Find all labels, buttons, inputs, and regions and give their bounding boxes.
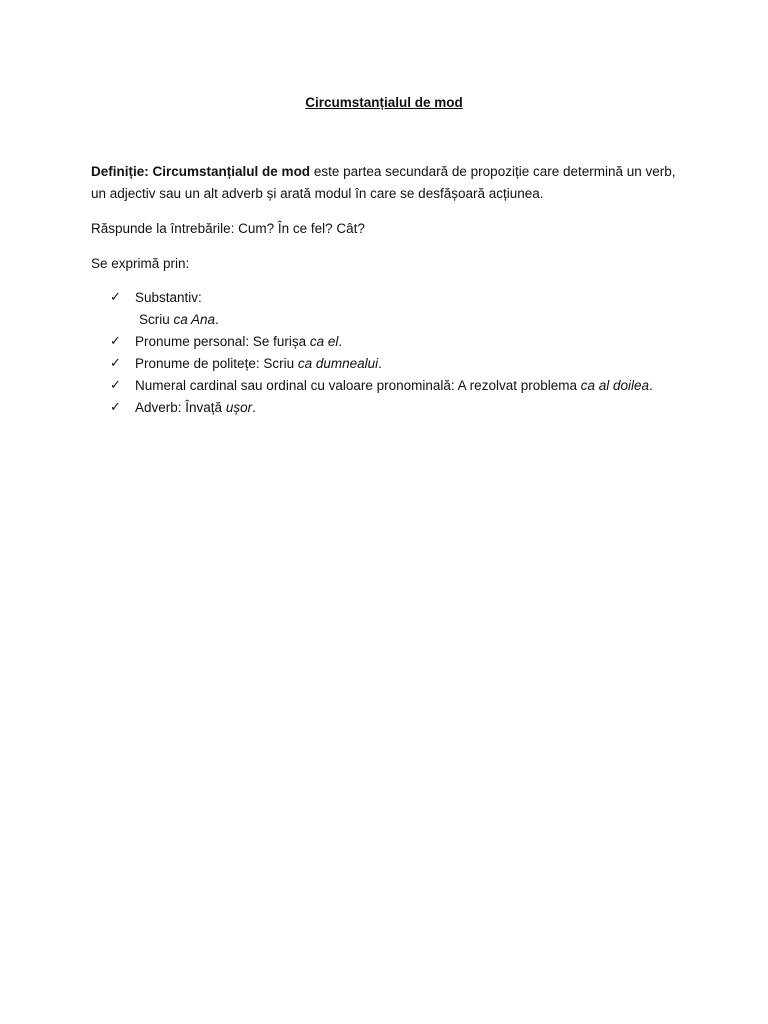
- expressed-by-paragraph: Se exprimă prin:: [91, 256, 190, 271]
- example-end: .: [215, 312, 219, 327]
- example-italic: ca el: [309, 334, 339, 349]
- example-end: .: [378, 356, 382, 371]
- list-item: [110, 397, 710, 419]
- questions-paragraph: Răspunde la întrebările: Cum? În ce fel? Cât?: [91, 221, 365, 236]
- expression-list: [110, 287, 710, 419]
- example-text: Scriu: [139, 312, 174, 327]
- example-italic: ca al doilea: [580, 378, 650, 393]
- item-label: Numeral cardinal sau ordinal cu valoare pronominală: A rezolvat problema: [135, 378, 581, 393]
- checkmark-icon: ✓: [110, 290, 121, 305]
- item-label: Adverb: Învață: [135, 400, 226, 415]
- example-italic: ca dumnealui: [297, 356, 379, 371]
- example-end: .: [338, 334, 343, 349]
- example-italic: ușor: [225, 400, 253, 415]
- item-label: Pronume personal: Se furișa: [135, 334, 310, 349]
- list-item: [110, 331, 710, 353]
- example-end: .: [252, 400, 256, 415]
- checkmark-icon: ✓: [110, 378, 121, 393]
- definition-text: este partea secundară de propoziție care determină un verb, un adjectiv sau un alt adverb și arată modul în care se desfășoară acțiunea.: [91, 164, 676, 201]
- list-item: [110, 353, 710, 375]
- definition-label: Definiție:: [91, 164, 149, 179]
- page-title: Circumstanțialul de mod: [305, 95, 463, 110]
- list-item: [110, 287, 710, 331]
- list-item: [110, 375, 710, 397]
- checkmark-icon: ✓: [110, 334, 121, 349]
- item-label: Substantiv:: [135, 290, 202, 305]
- example-italic: ca Ana: [173, 312, 216, 327]
- checkmark-icon: ✓: [110, 400, 121, 415]
- checkmark-icon: ✓: [110, 356, 121, 371]
- item-label: Pronume de politețe: Scriu: [135, 356, 298, 371]
- definition-term: Circumstanțialul de mod: [152, 164, 311, 179]
- definition-paragraph: [91, 161, 691, 205]
- example-end: .: [649, 378, 653, 393]
- item-example: [135, 309, 710, 331]
